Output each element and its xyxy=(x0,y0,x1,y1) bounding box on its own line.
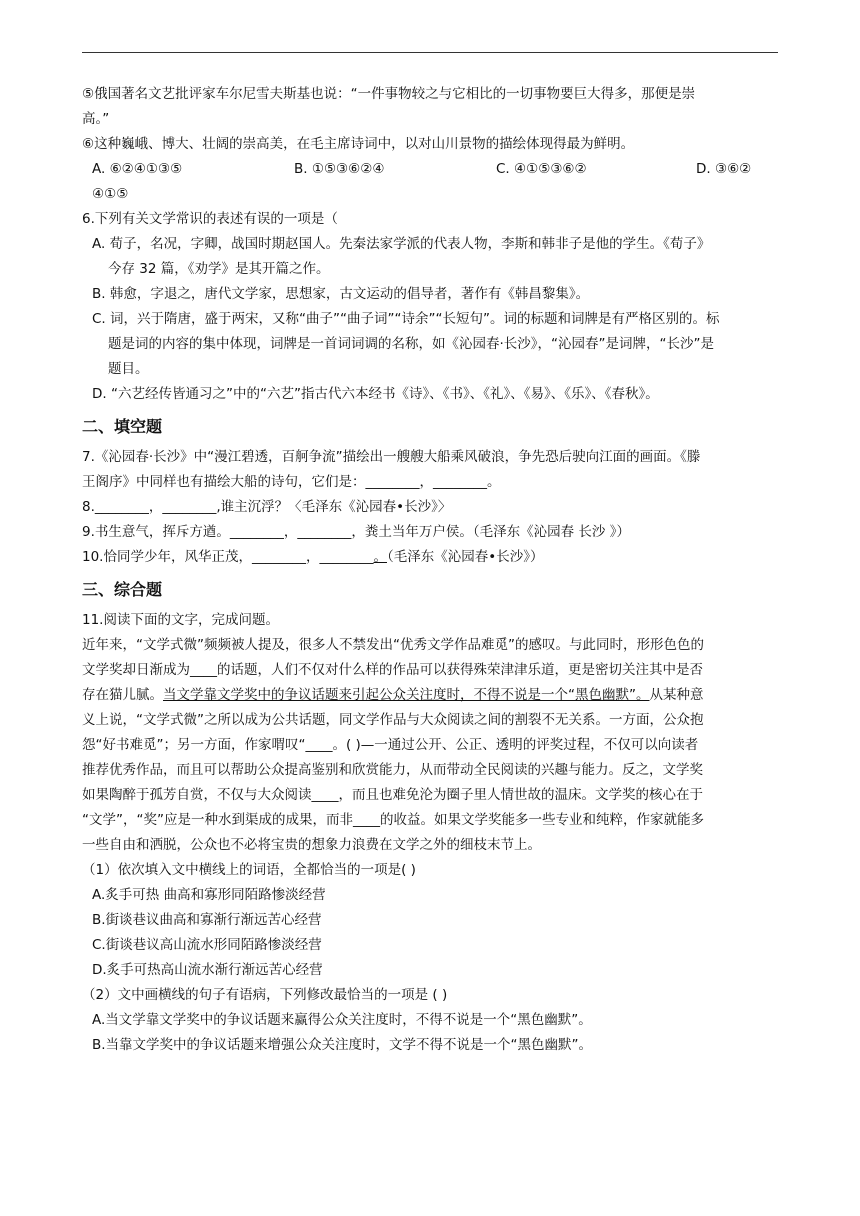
passage-line-1: 近年来，“文学式微”频频被人提及，很多人不禁发出“优秀文学作品难觅”的感叹。与此同时，形形色色的 xyxy=(82,637,704,653)
q6-option-a-line-2: 今存 32 篇，《劝学》是其开篇之作。 xyxy=(108,261,330,277)
q11-sub2-option-b[interactable]: B.当靠文学奖中的争议话题来增强公众关注度时，文学不得不说是一个“黑色幽默”。 xyxy=(92,1037,593,1053)
item-5-line-1: ⑤俄国著名文艺批评家车尔尼雪夫斯基也说：“一件事物较之与它相比的一切事物要巨大得多，那便是崇 xyxy=(82,86,696,102)
q11-sub1-option-c[interactable]: C.街谈巷议高山流水形同陌路惨淡经营 xyxy=(92,937,322,953)
q10-source: （毛泽东《沁园春•长沙》） xyxy=(386,549,544,565)
header-rule xyxy=(82,52,778,53)
q7-line-2: 王阁序》中同样也有描绘大船的诗句，它们是：________，________。 xyxy=(82,474,501,490)
q6-option-c-line-3: 题目。 xyxy=(108,361,149,377)
passage-line-2: 文学奖却日渐成为____的话题，人们不仅对什么样的作品可以获得殊荣津津乐道，更是密切关注其中是否 xyxy=(82,662,703,678)
q6-option-a-line-1[interactable]: A. 荀子，名况，字卿，战国时期赵国人。先秦法家学派的代表人物，李斯和韩非子是他的学生。《荀子》 xyxy=(92,236,711,252)
section-2-title: 二、填空题 xyxy=(82,417,163,436)
passage-line-6: 推荐优秀作品，而且可以帮助公众提高鉴别和欣赏能力，从而带动全民阅读的兴趣与能力。反之，文学奖 xyxy=(82,762,703,778)
q10-period: 。 xyxy=(373,549,387,565)
passage-line-3-post: 从某种意 xyxy=(649,687,704,703)
passage-line-8: “文学”，“奖”应是一种水到渠成的成果，而非____的收益。如果文学奖能多一些专业和纯粹，作家就能多 xyxy=(82,812,704,828)
q11-sub1-option-b[interactable]: B.街谈巷议曲高和寡渐行渐远苦心经营 xyxy=(92,912,322,928)
q11-sub1-stem: （1）依次填入文中横线上的词语，全都恰当的一项是( ) xyxy=(82,862,416,878)
passage-line-5: 怨“好书难觅”；另一方面，作家喟叹“____。( )—一通过公开、公正、透明的评奖过程，不仅可以向读者 xyxy=(82,737,699,753)
q6-option-b[interactable]: B. 韩愈，字退之，唐代文学家，思想家，古文运动的倡导者，著作有《韩昌黎集》。 xyxy=(92,286,590,302)
q5-options xyxy=(82,157,778,182)
passage-line-3-pre: 存在猫儿腻。 xyxy=(82,687,163,703)
q5-option-d[interactable]: D. ③⑥② xyxy=(696,161,752,177)
q6-option-d[interactable]: D. “六艺经传皆通习之”中的“六艺”指古代六本经书《诗》、《书》、《礼》、《易》、《乐》、《春秋》。 xyxy=(92,386,659,402)
q11-sub1-option-a[interactable]: A.炙手可热 曲高和寡形同陌路惨淡经营 xyxy=(92,887,326,903)
q6-option-c-line-1[interactable]: C. 词，兴于隋唐，盛于两宋，又称“曲子”“曲子词”“诗余”“长短句”。词的标题和词牌是有严格区别的。标 xyxy=(92,311,720,327)
passage-line-3 xyxy=(82,683,778,708)
q9: 9.书生意气，挥斥方遒。________，________，粪土当年万户侯。（毛泽东《沁园春 长沙 》） xyxy=(82,524,630,540)
q5-option-d-wrap: ④①⑤ xyxy=(92,186,129,202)
item-6: ⑥这种巍峨、博大、壮阔的崇高美，在毛主席诗词中，以对山川景物的描绘体现得最为鲜明。 xyxy=(82,136,635,152)
underlined-sentence: 当文学靠文学奖中的争议话题来引起公众关注度时，不得不说是一个“黑色幽默”。 xyxy=(163,687,650,703)
q11-passage xyxy=(82,633,778,858)
q5-option-b[interactable]: B. ①⑤③⑥②④ xyxy=(294,161,385,177)
q6-option-c-line-2: 题是词的内容的集中体现，词牌是一首词词调的名称，如《沁园春·长沙》，“沁园春”是词牌，“长沙”是 xyxy=(108,336,715,352)
section-3-title: 三、综合题 xyxy=(82,580,163,599)
q5-option-c[interactable]: C. ④①⑤③⑥② xyxy=(496,161,587,177)
q11-stem: 11.阅读下面的文字，完成问题。 xyxy=(82,612,279,628)
q11-sub1-option-d[interactable]: D.炙手可热高山流水渐行渐远苦心经营 xyxy=(92,962,323,978)
passage-line-4: 义上说，“文学式微”之所以成为公共话题，同文学作品与大众阅读之间的割裂不无关系。一方面，公众抱 xyxy=(82,712,704,728)
q11-sub2-option-a[interactable]: A.当文学靠文学奖中的争议话题来赢得公众关注度时，不得不说是一个“黑色幽默”。 xyxy=(92,1012,592,1028)
passage-line-9: 一些自由和洒脱，公众也不必将宝贵的想象力浪费在文学之外的细枝末节上。 xyxy=(82,837,541,853)
q8: 8.________，________,谁主沉浮？〈毛泽东《沁园春•长沙》〉 xyxy=(82,499,452,515)
q11-sub2-stem: （2）文中画横线的句子有语病，下列修改最恰当的一项是 ( ) xyxy=(82,987,448,1003)
document-content xyxy=(82,82,778,1058)
q6-stem: 6.下列有关文学常识的表述有误的一项是（ xyxy=(82,211,338,227)
q10 xyxy=(82,545,778,570)
q10-text: 10.恰同学少年，风华正茂，________，________ xyxy=(82,549,374,565)
q5-option-a[interactable]: A. ⑥②④①③⑤ xyxy=(92,161,183,177)
item-5-line-2: 高。” xyxy=(82,111,110,127)
q7-line-1: 7.《沁园春·长沙》中“漫江碧透，百舸争流”描绘出一艘艘大船乘风破浪，争先恐后驶向江面的画面。《滕 xyxy=(82,449,701,465)
passage-line-7: 如果陶醉于孤芳自赏，不仅与大众阅读____，而且也难免沦为圈子里人情世故的温床。文学奖的核心在于 xyxy=(82,787,703,803)
